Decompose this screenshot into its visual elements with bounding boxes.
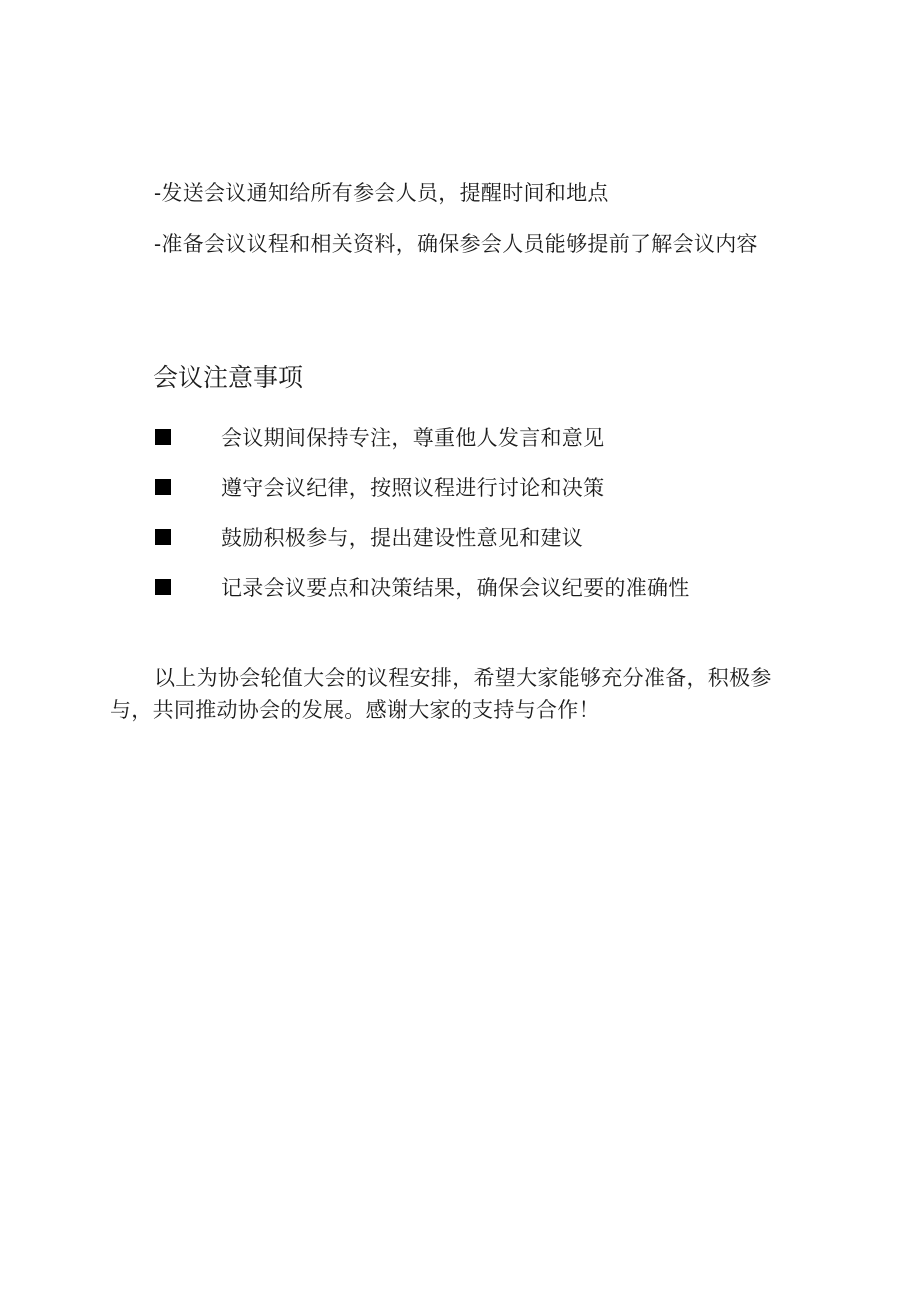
notes-item-text: 会议期间保持专注，尊重他人发言和意见 — [221, 426, 605, 450]
notes-item-text: 记录会议要点和决策结果，确保会议纪要的准确性 — [221, 576, 690, 600]
notes-list — [155, 412, 690, 612]
notes-list-item — [155, 462, 690, 512]
notes-list-item — [155, 512, 690, 562]
prep-item-notification: -发送会议通知给所有参会人员，提醒时间和地点 — [154, 181, 609, 205]
notes-item-text: 遵守会议纪律，按照议程进行讨论和决策 — [221, 476, 605, 500]
notes-item-text: 鼓励积极参与，提出建设性意见和建议 — [221, 526, 584, 550]
square-bullet-icon — [155, 429, 171, 445]
notes-list-item — [155, 412, 690, 462]
closing-paragraph: 以上为协会轮值大会的议程安排，希望大家能够充分准备，积极参与，共同推动协会的发展。感谢大家的支持与合作！ — [110, 666, 772, 722]
notes-heading: 会议注意事项 — [153, 363, 304, 392]
square-bullet-icon — [155, 479, 171, 495]
notes-list-item — [155, 562, 690, 612]
square-bullet-icon — [155, 529, 171, 545]
prep-item-agenda: -准备会议议程和相关资料，确保参会人员能够提前了解会议内容 — [154, 232, 758, 256]
square-bullet-icon — [155, 579, 171, 595]
